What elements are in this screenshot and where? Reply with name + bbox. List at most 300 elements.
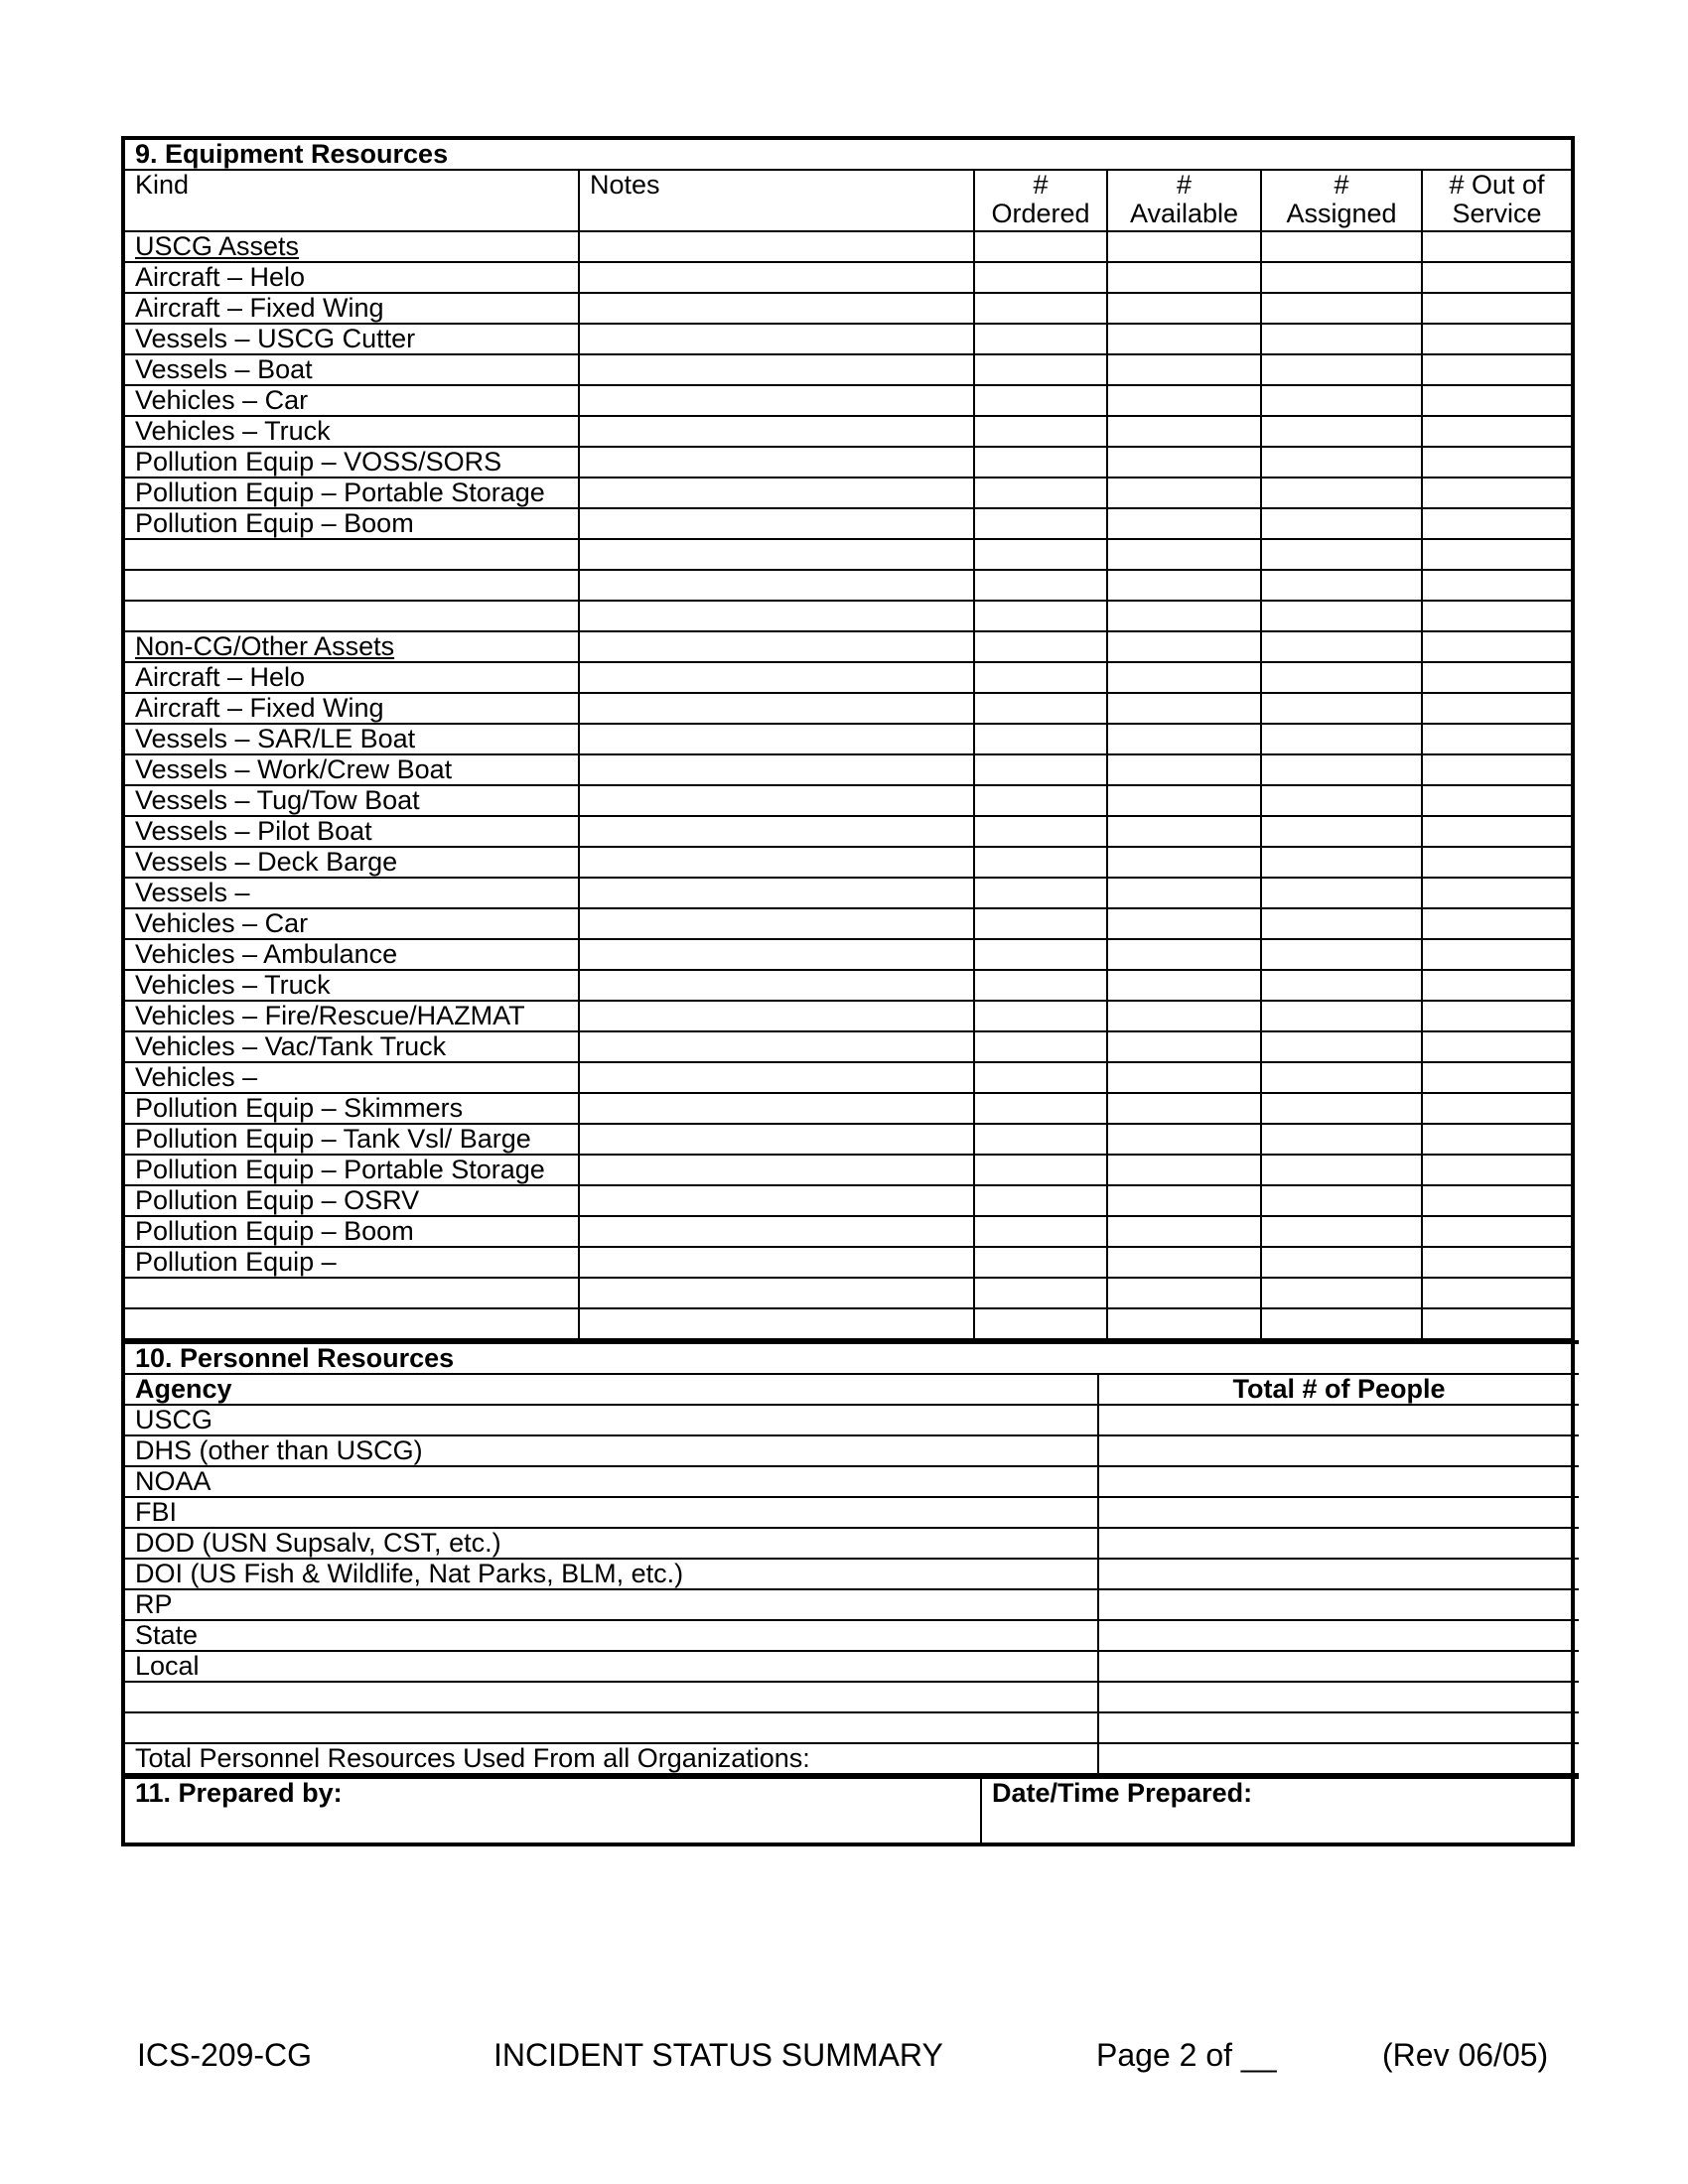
out-of-service-cell[interactable]: [1422, 939, 1571, 970]
agency-name: [125, 1682, 1098, 1712]
notes-cell[interactable]: [579, 1001, 974, 1031]
form-title: INCIDENT STATUS SUMMARY: [493, 2037, 943, 2073]
notes-cell[interactable]: [579, 231, 974, 262]
notes-cell[interactable]: [579, 662, 974, 693]
equipment-kind: Aircraft – Helo: [125, 662, 579, 693]
assigned-cell[interactable]: [1261, 447, 1422, 478]
out-of-service-cell[interactable]: [1422, 908, 1571, 939]
equipment-kind: Vessels –: [125, 878, 579, 908]
out-of-service-cell[interactable]: [1422, 724, 1571, 754]
personnel-row: [125, 1466, 1579, 1497]
out-of-service-cell[interactable]: [1422, 878, 1571, 908]
assigned-cell[interactable]: [1261, 354, 1422, 385]
total-people-header: Total # of People: [1098, 1374, 1579, 1405]
ordered-cell[interactable]: [974, 939, 1107, 970]
notes-cell[interactable]: [579, 539, 974, 570]
ordered-cell[interactable]: [974, 447, 1107, 478]
ordered-cell[interactable]: [974, 970, 1107, 1001]
date-time-prepared-field[interactable]: [981, 1777, 1579, 1843]
notes-cell[interactable]: [579, 324, 974, 354]
equipment-row: [125, 1308, 1571, 1339]
available-cell[interactable]: [1107, 816, 1261, 847]
ordered-cell[interactable]: [974, 324, 1107, 354]
equipment-row: [125, 1124, 1571, 1155]
available-cell[interactable]: [1107, 1216, 1261, 1247]
equipment-row: [125, 878, 1571, 908]
assigned-cell[interactable]: [1261, 416, 1422, 447]
available-header: # Available: [1107, 170, 1261, 231]
equipment-kind: Vessels – SAR/LE Boat: [125, 724, 579, 754]
out-of-service-cell[interactable]: [1422, 1247, 1571, 1278]
equipment-kind: Pollution Equip – Portable Storage: [125, 1155, 579, 1185]
equipment-kind: USCG Assets: [125, 231, 579, 262]
total-people-cell[interactable]: [1098, 1497, 1579, 1528]
notes-cell[interactable]: [579, 878, 974, 908]
assigned-cell[interactable]: [1261, 262, 1422, 293]
equipment-kind: Vehicles – Car: [125, 908, 579, 939]
notes-cell[interactable]: [579, 478, 974, 508]
out-of-service-cell[interactable]: [1422, 508, 1571, 539]
assigned-cell[interactable]: [1261, 631, 1422, 662]
out-of-service-cell[interactable]: [1422, 601, 1571, 631]
assigned-cell[interactable]: [1261, 724, 1422, 754]
notes-header: Notes: [579, 170, 974, 231]
out-of-service-cell[interactable]: [1422, 693, 1571, 724]
equipment-kind: [125, 539, 579, 570]
ordered-cell[interactable]: [974, 416, 1107, 447]
notes-cell[interactable]: [579, 1185, 974, 1216]
equipment-kind: [125, 1278, 579, 1308]
equipment-kind: Non-CG/Other Assets: [125, 631, 579, 662]
ordered-cell[interactable]: [974, 385, 1107, 416]
available-cell[interactable]: [1107, 1001, 1261, 1031]
equipment-kind: Vehicles – Car: [125, 385, 579, 416]
assigned-cell[interactable]: [1261, 508, 1422, 539]
equipment-kind: Pollution Equip – VOSS/SORS: [125, 447, 579, 478]
personnel-section-header: [125, 1342, 1579, 1374]
equipment-kind: Vehicles – Ambulance: [125, 939, 579, 970]
available-cell[interactable]: [1107, 231, 1261, 262]
agency-name: State: [125, 1620, 1098, 1651]
equipment-row: [125, 601, 1571, 631]
available-cell[interactable]: [1107, 724, 1261, 754]
notes-cell[interactable]: [579, 1155, 974, 1185]
available-cell[interactable]: [1107, 570, 1261, 601]
available-cell[interactable]: [1107, 324, 1261, 354]
available-cell[interactable]: [1107, 601, 1261, 631]
equipment-row: [125, 724, 1571, 754]
page-number: Page 2 of __: [1096, 2037, 1277, 2073]
available-cell[interactable]: [1107, 1031, 1261, 1062]
ordered-cell[interactable]: [974, 631, 1107, 662]
total-people-cell[interactable]: [1098, 1405, 1579, 1435]
out-of-service-cell[interactable]: [1422, 1093, 1571, 1124]
equipment-row: [125, 1031, 1571, 1062]
ordered-cell[interactable]: [974, 1155, 1107, 1185]
notes-cell[interactable]: [579, 1247, 974, 1278]
equipment-kind: Vessels – Work/Crew Boat: [125, 754, 579, 785]
assigned-cell[interactable]: [1261, 847, 1422, 878]
available-cell[interactable]: [1107, 754, 1261, 785]
equipment-kind: Vehicles – Truck: [125, 970, 579, 1001]
equipment-section-header: [125, 140, 1571, 170]
ordered-cell[interactable]: [974, 754, 1107, 785]
notes-cell[interactable]: [579, 847, 974, 878]
equipment-row: [125, 1093, 1571, 1124]
equipment-row: [125, 693, 1571, 724]
equipment-row: [125, 416, 1571, 447]
out-of-service-cell[interactable]: [1422, 324, 1571, 354]
assigned-cell[interactable]: [1261, 324, 1422, 354]
notes-cell[interactable]: [579, 1124, 974, 1155]
agency-name: DHS (other than USCG): [125, 1435, 1098, 1466]
notes-cell[interactable]: [579, 693, 974, 724]
total-people-cell[interactable]: [1098, 1743, 1579, 1774]
prepared-by-label: 11. Prepared by:: [135, 1778, 343, 1808]
equipment-row: [125, 447, 1571, 478]
prepared-by-field[interactable]: [125, 1777, 981, 1843]
equipment-kind: Pollution Equip – Tank Vsl/ Barge: [125, 1124, 579, 1155]
equipment-kind: Aircraft – Fixed Wing: [125, 693, 579, 724]
notes-cell[interactable]: [579, 939, 974, 970]
assigned-cell[interactable]: [1261, 385, 1422, 416]
out-of-service-cell[interactable]: [1422, 478, 1571, 508]
assigned-cell[interactable]: [1261, 754, 1422, 785]
assigned-cell[interactable]: [1261, 231, 1422, 262]
notes-cell[interactable]: [579, 631, 974, 662]
available-cell[interactable]: [1107, 662, 1261, 693]
equipment-row: [125, 1155, 1571, 1185]
ordered-cell[interactable]: [974, 908, 1107, 939]
ics-209-form: [121, 136, 1575, 1846]
ordered-cell[interactable]: [974, 354, 1107, 385]
ordered-header: # Ordered: [974, 170, 1107, 231]
personnel-row: [125, 1435, 1579, 1466]
out-of-service-cell[interactable]: [1422, 570, 1571, 601]
out-of-service-cell[interactable]: [1422, 1308, 1571, 1339]
equipment-kind: Vehicles – Fire/Rescue/HAZMAT: [125, 1001, 579, 1031]
equipment-row: [125, 1001, 1571, 1031]
assigned-cell[interactable]: [1261, 939, 1422, 970]
out-of-service-cell[interactable]: [1422, 293, 1571, 324]
total-people-cell[interactable]: [1098, 1528, 1579, 1559]
out-of-service-cell[interactable]: [1422, 354, 1571, 385]
personnel-row: [125, 1497, 1579, 1528]
assigned-header: # Assigned: [1261, 170, 1422, 231]
equipment-kind: Pollution Equip –: [125, 1247, 579, 1278]
assigned-cell[interactable]: [1261, 539, 1422, 570]
prepared-by-table: [125, 1775, 1579, 1843]
equipment-row: [125, 293, 1571, 324]
equipment-kind: Pollution Equip – Boom: [125, 508, 579, 539]
equipment-kind: Vehicles –: [125, 1062, 579, 1093]
assigned-cell[interactable]: [1261, 878, 1422, 908]
personnel-row: [125, 1743, 1579, 1774]
equipment-kind: Pollution Equip – OSRV: [125, 1185, 579, 1216]
notes-cell[interactable]: [579, 293, 974, 324]
out-of-service-cell[interactable]: [1422, 1155, 1571, 1185]
assigned-cell[interactable]: [1261, 1216, 1422, 1247]
total-people-cell[interactable]: [1098, 1651, 1579, 1682]
out-of-service-cell[interactable]: [1422, 231, 1571, 262]
ordered-cell[interactable]: [974, 262, 1107, 293]
ordered-cell[interactable]: [974, 847, 1107, 878]
ordered-cell[interactable]: [974, 816, 1107, 847]
out-of-service-cell[interactable]: [1422, 970, 1571, 1001]
out-of-service-cell[interactable]: [1422, 1185, 1571, 1216]
available-cell[interactable]: [1107, 693, 1261, 724]
ordered-cell[interactable]: [974, 1093, 1107, 1124]
available-cell[interactable]: [1107, 1278, 1261, 1308]
equipment-row: [125, 908, 1571, 939]
available-cell[interactable]: [1107, 354, 1261, 385]
assigned-cell[interactable]: [1261, 1001, 1422, 1031]
notes-cell[interactable]: [579, 1216, 974, 1247]
agency-header: Agency: [125, 1374, 1098, 1405]
available-cell[interactable]: [1107, 878, 1261, 908]
total-people-cell[interactable]: [1098, 1435, 1579, 1466]
equipment-row: [125, 847, 1571, 878]
equipment-row: [125, 662, 1571, 693]
assigned-cell[interactable]: [1261, 1155, 1422, 1185]
agency-name: Local: [125, 1651, 1098, 1682]
out-of-service-cell[interactable]: [1422, 631, 1571, 662]
out-of-service-cell[interactable]: [1422, 416, 1571, 447]
out-of-service-cell[interactable]: [1422, 539, 1571, 570]
notes-cell[interactable]: [579, 601, 974, 631]
equipment-kind: Vessels – Boat: [125, 354, 579, 385]
notes-cell[interactable]: [579, 1093, 974, 1124]
assigned-cell[interactable]: [1261, 293, 1422, 324]
assigned-cell[interactable]: [1261, 785, 1422, 816]
equipment-row: [125, 631, 1571, 662]
out-of-service-cell[interactable]: [1422, 816, 1571, 847]
notes-cell[interactable]: [579, 416, 974, 447]
assigned-cell[interactable]: [1261, 1247, 1422, 1278]
ordered-cell[interactable]: [974, 1216, 1107, 1247]
equipment-kind: Vehicles – Truck: [125, 416, 579, 447]
notes-cell[interactable]: [579, 754, 974, 785]
form-id: ICS-209-CG: [137, 2037, 313, 2073]
agency-name: [125, 1712, 1098, 1743]
agency-name: DOI (US Fish & Wildlife, Nat Parks, BLM, etc.): [125, 1559, 1098, 1589]
available-cell[interactable]: [1107, 908, 1261, 939]
ordered-cell[interactable]: [974, 1062, 1107, 1093]
equipment-row: [125, 1185, 1571, 1216]
available-cell[interactable]: [1107, 1247, 1261, 1278]
available-cell[interactable]: [1107, 1093, 1261, 1124]
total-people-cell[interactable]: [1098, 1620, 1579, 1651]
assigned-cell[interactable]: [1261, 1124, 1422, 1155]
personnel-row: [125, 1559, 1579, 1589]
out-of-service-cell[interactable]: [1422, 447, 1571, 478]
equipment-kind: [125, 570, 579, 601]
equipment-kind: Pollution Equip – Boom: [125, 1216, 579, 1247]
ordered-cell[interactable]: [974, 539, 1107, 570]
ordered-cell[interactable]: [974, 508, 1107, 539]
available-cell[interactable]: [1107, 447, 1261, 478]
notes-cell[interactable]: [579, 570, 974, 601]
total-people-cell[interactable]: [1098, 1466, 1579, 1497]
equipment-row: [125, 785, 1571, 816]
assigned-cell[interactable]: [1261, 1185, 1422, 1216]
personnel-row: [125, 1620, 1579, 1651]
personnel-row: [125, 1528, 1579, 1559]
out-of-service-cell[interactable]: [1422, 785, 1571, 816]
ordered-cell[interactable]: [974, 478, 1107, 508]
notes-cell[interactable]: [579, 1062, 974, 1093]
available-cell[interactable]: [1107, 847, 1261, 878]
assigned-cell[interactable]: [1261, 693, 1422, 724]
available-cell[interactable]: [1107, 478, 1261, 508]
personnel-row: [125, 1651, 1579, 1682]
ordered-cell[interactable]: [974, 662, 1107, 693]
out-of-service-cell[interactable]: [1422, 262, 1571, 293]
ordered-cell[interactable]: [974, 231, 1107, 262]
equipment-row: [125, 539, 1571, 570]
out-of-service-header: # Out of Service: [1422, 170, 1571, 231]
agency-name: RP: [125, 1589, 1098, 1620]
ordered-cell[interactable]: [974, 693, 1107, 724]
notes-cell[interactable]: [579, 1308, 974, 1339]
out-of-service-cell[interactable]: [1422, 1278, 1571, 1308]
kind-header: Kind: [125, 170, 579, 231]
total-people-cell[interactable]: [1098, 1559, 1579, 1589]
ordered-cell[interactable]: [974, 1031, 1107, 1062]
notes-cell[interactable]: [579, 908, 974, 939]
out-of-service-cell[interactable]: [1422, 385, 1571, 416]
section-9-title: 9. Equipment Resources: [125, 140, 1571, 170]
equipment-kind: Vessels – Deck Barge: [125, 847, 579, 878]
personnel-row: [125, 1405, 1579, 1435]
available-cell[interactable]: [1107, 385, 1261, 416]
out-of-service-cell[interactable]: [1422, 1216, 1571, 1247]
page-footer: [0, 2037, 1688, 2077]
out-of-service-cell[interactable]: [1422, 662, 1571, 693]
agency-name: Total Personnel Resources Used From all Organizations:: [125, 1743, 1098, 1774]
ordered-cell[interactable]: [974, 1001, 1107, 1031]
equipment-row: [125, 1216, 1571, 1247]
equipment-row: [125, 939, 1571, 970]
out-of-service-cell[interactable]: [1422, 847, 1571, 878]
available-cell[interactable]: [1107, 293, 1261, 324]
equipment-row: [125, 1062, 1571, 1093]
equipment-row: [125, 508, 1571, 539]
out-of-service-cell[interactable]: [1422, 1031, 1571, 1062]
notes-cell[interactable]: [579, 785, 974, 816]
available-cell[interactable]: [1107, 1308, 1261, 1339]
available-cell[interactable]: [1107, 1185, 1261, 1216]
date-time-prepared-label: Date/Time Prepared:: [992, 1778, 1253, 1808]
equipment-resources-table: [125, 140, 1571, 1340]
ordered-cell[interactable]: [974, 724, 1107, 754]
available-cell[interactable]: [1107, 1155, 1261, 1185]
equipment-row: [125, 478, 1571, 508]
notes-cell[interactable]: [579, 724, 974, 754]
assigned-cell[interactable]: [1261, 1062, 1422, 1093]
available-cell[interactable]: [1107, 262, 1261, 293]
available-cell[interactable]: [1107, 939, 1261, 970]
available-cell[interactable]: [1107, 631, 1261, 662]
section-10-title: 10. Personnel Resources: [125, 1342, 1579, 1374]
ordered-cell[interactable]: [974, 1247, 1107, 1278]
assigned-cell[interactable]: [1261, 478, 1422, 508]
ordered-cell[interactable]: [974, 293, 1107, 324]
ordered-cell[interactable]: [974, 1124, 1107, 1155]
out-of-service-cell[interactable]: [1422, 1062, 1571, 1093]
notes-cell[interactable]: [579, 508, 974, 539]
equipment-row: [125, 970, 1571, 1001]
assigned-cell[interactable]: [1261, 570, 1422, 601]
available-cell[interactable]: [1107, 539, 1261, 570]
prepared-by-row: [125, 1777, 1579, 1843]
assigned-cell[interactable]: [1261, 970, 1422, 1001]
notes-cell[interactable]: [579, 447, 974, 478]
assigned-cell[interactable]: [1261, 662, 1422, 693]
available-cell[interactable]: [1107, 970, 1261, 1001]
notes-cell[interactable]: [579, 1278, 974, 1308]
revision: (Rev 06/05): [1382, 2037, 1549, 2073]
total-people-cell[interactable]: [1098, 1589, 1579, 1620]
ordered-cell[interactable]: [974, 878, 1107, 908]
assigned-cell[interactable]: [1261, 1278, 1422, 1308]
personnel-row: [125, 1712, 1579, 1743]
equipment-kind: Aircraft – Helo: [125, 262, 579, 293]
assigned-cell[interactable]: [1261, 908, 1422, 939]
equipment-kind: Pollution Equip – Portable Storage: [125, 478, 579, 508]
available-cell[interactable]: [1107, 416, 1261, 447]
equipment-column-headers: [125, 170, 1571, 231]
notes-cell[interactable]: [579, 1031, 974, 1062]
assigned-cell[interactable]: [1261, 1031, 1422, 1062]
ordered-cell[interactable]: [974, 785, 1107, 816]
equipment-kind: Vessels – Pilot Boat: [125, 816, 579, 847]
notes-cell[interactable]: [579, 385, 974, 416]
total-people-cell[interactable]: [1098, 1682, 1579, 1712]
notes-cell[interactable]: [579, 354, 974, 385]
assigned-cell[interactable]: [1261, 1308, 1422, 1339]
equipment-kind: Vessels – Tug/Tow Boat: [125, 785, 579, 816]
notes-cell[interactable]: [579, 970, 974, 1001]
available-cell[interactable]: [1107, 1062, 1261, 1093]
notes-cell[interactable]: [579, 262, 974, 293]
ordered-cell[interactable]: [974, 601, 1107, 631]
equipment-kind: Aircraft – Fixed Wing: [125, 293, 579, 324]
personnel-column-headers: [125, 1374, 1579, 1405]
ordered-cell[interactable]: [974, 1308, 1107, 1339]
available-cell[interactable]: [1107, 1124, 1261, 1155]
assigned-cell[interactable]: [1261, 816, 1422, 847]
equipment-kind: Vehicles – Vac/Tank Truck: [125, 1031, 579, 1062]
out-of-service-cell[interactable]: [1422, 1001, 1571, 1031]
personnel-resources-table: [125, 1340, 1579, 1775]
available-cell[interactable]: [1107, 785, 1261, 816]
assigned-cell[interactable]: [1261, 1093, 1422, 1124]
personnel-row: [125, 1682, 1579, 1712]
notes-cell[interactable]: [579, 816, 974, 847]
equipment-kind: [125, 1308, 579, 1339]
ordered-cell[interactable]: [974, 1278, 1107, 1308]
total-people-cell[interactable]: [1098, 1712, 1579, 1743]
out-of-service-cell[interactable]: [1422, 1124, 1571, 1155]
out-of-service-cell[interactable]: [1422, 754, 1571, 785]
ordered-cell[interactable]: [974, 570, 1107, 601]
agency-name: DOD (USN Supsalv, CST, etc.): [125, 1528, 1098, 1559]
assigned-cell[interactable]: [1261, 601, 1422, 631]
available-cell[interactable]: [1107, 508, 1261, 539]
ordered-cell[interactable]: [974, 1185, 1107, 1216]
equipment-row: [125, 324, 1571, 354]
